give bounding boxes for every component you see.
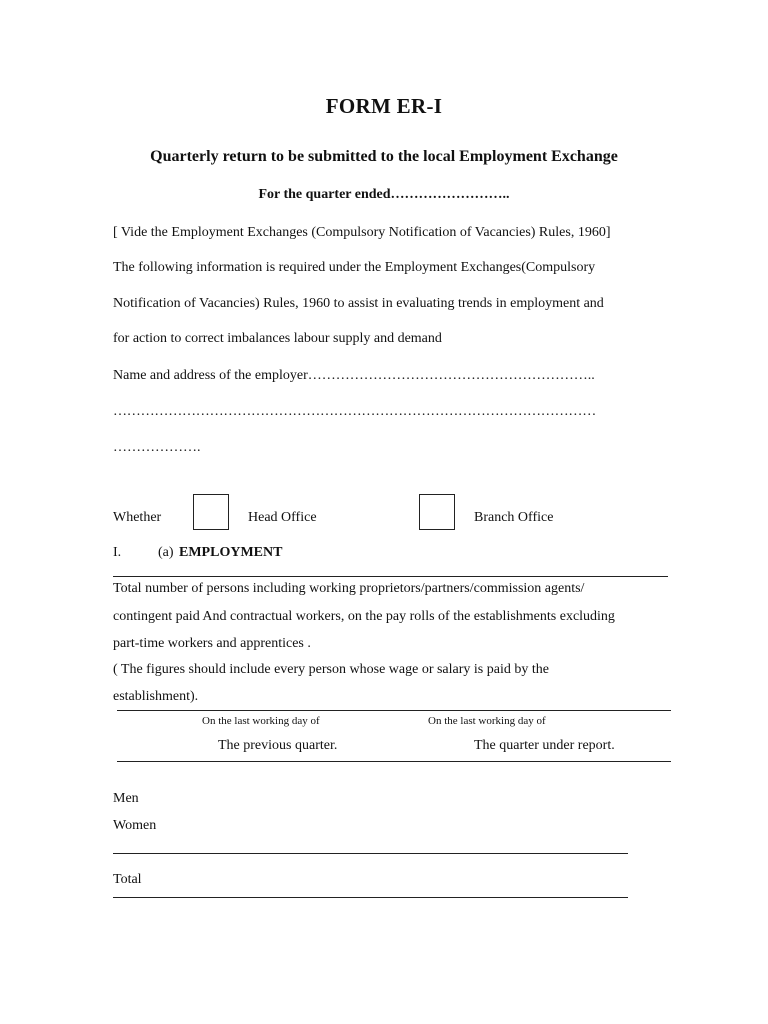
employer-dots-line-2[interactable]: ………………. xyxy=(113,440,201,455)
description-line-3: part-time workers and apprentices . xyxy=(113,636,311,651)
employment-heading: EMPLOYMENT xyxy=(179,545,283,560)
col1-header: The previous quarter. xyxy=(218,738,338,753)
women-row-label: Women xyxy=(113,818,157,833)
total-row-label: Total xyxy=(113,872,142,887)
section-divider xyxy=(113,576,668,577)
description-line-4: ( The figures should include every person whose wage or salary is paid by the xyxy=(113,662,549,677)
table-header-rule xyxy=(117,761,671,762)
whether-label: Whether xyxy=(113,510,162,525)
intro-line-3: for action to correct imbalances labour supply and demand xyxy=(113,331,442,346)
col2-header: The quarter under report. xyxy=(474,738,615,753)
total-rule xyxy=(113,897,628,898)
section-sub-label: (a) xyxy=(158,545,174,560)
vide-rules-text: [ Vide the Employment Exchanges (Compulsory Notification of Vacancies) Rules, 1960] xyxy=(113,225,611,240)
employer-dots-line-1[interactable]: …………………………………………………………………………………………… xyxy=(113,404,597,419)
employer-name-address-field[interactable]: Name and address of the employer…………………………………………………….. xyxy=(113,368,595,383)
quarter-ended-field[interactable]: For the quarter ended…………………….. xyxy=(258,187,510,202)
col1-small-header: On the last working day of xyxy=(202,715,320,727)
form-title: FORM ER-I xyxy=(325,94,443,118)
section-numeral: I. xyxy=(113,545,122,560)
col2-small-header: On the last working day of xyxy=(428,715,546,727)
intro-line-2: Notification of Vacancies) Rules, 1960 to assist in evaluating trends in employment and xyxy=(113,296,604,311)
intro-line-1: The following information is required under the Employment Exchanges(Compulsory xyxy=(113,260,596,275)
branch-office-checkbox[interactable] xyxy=(419,494,455,530)
description-line-1: Total number of persons including working proprietors/partners/commission agents/ xyxy=(113,581,585,596)
branch-office-label: Branch Office xyxy=(474,510,554,525)
form-subtitle: Quarterly return to be submitted to the local Employment Exchange xyxy=(150,148,618,165)
men-row-label: Men xyxy=(113,791,139,806)
description-line-2: contingent paid And contractual workers, on the pay rolls of the establishments excluding xyxy=(113,609,615,624)
head-office-checkbox[interactable] xyxy=(193,494,229,530)
table-top-rule xyxy=(117,710,671,711)
head-office-label: Head Office xyxy=(248,510,317,525)
subtotal-rule xyxy=(113,853,628,854)
description-line-5: establishment). xyxy=(113,689,199,704)
